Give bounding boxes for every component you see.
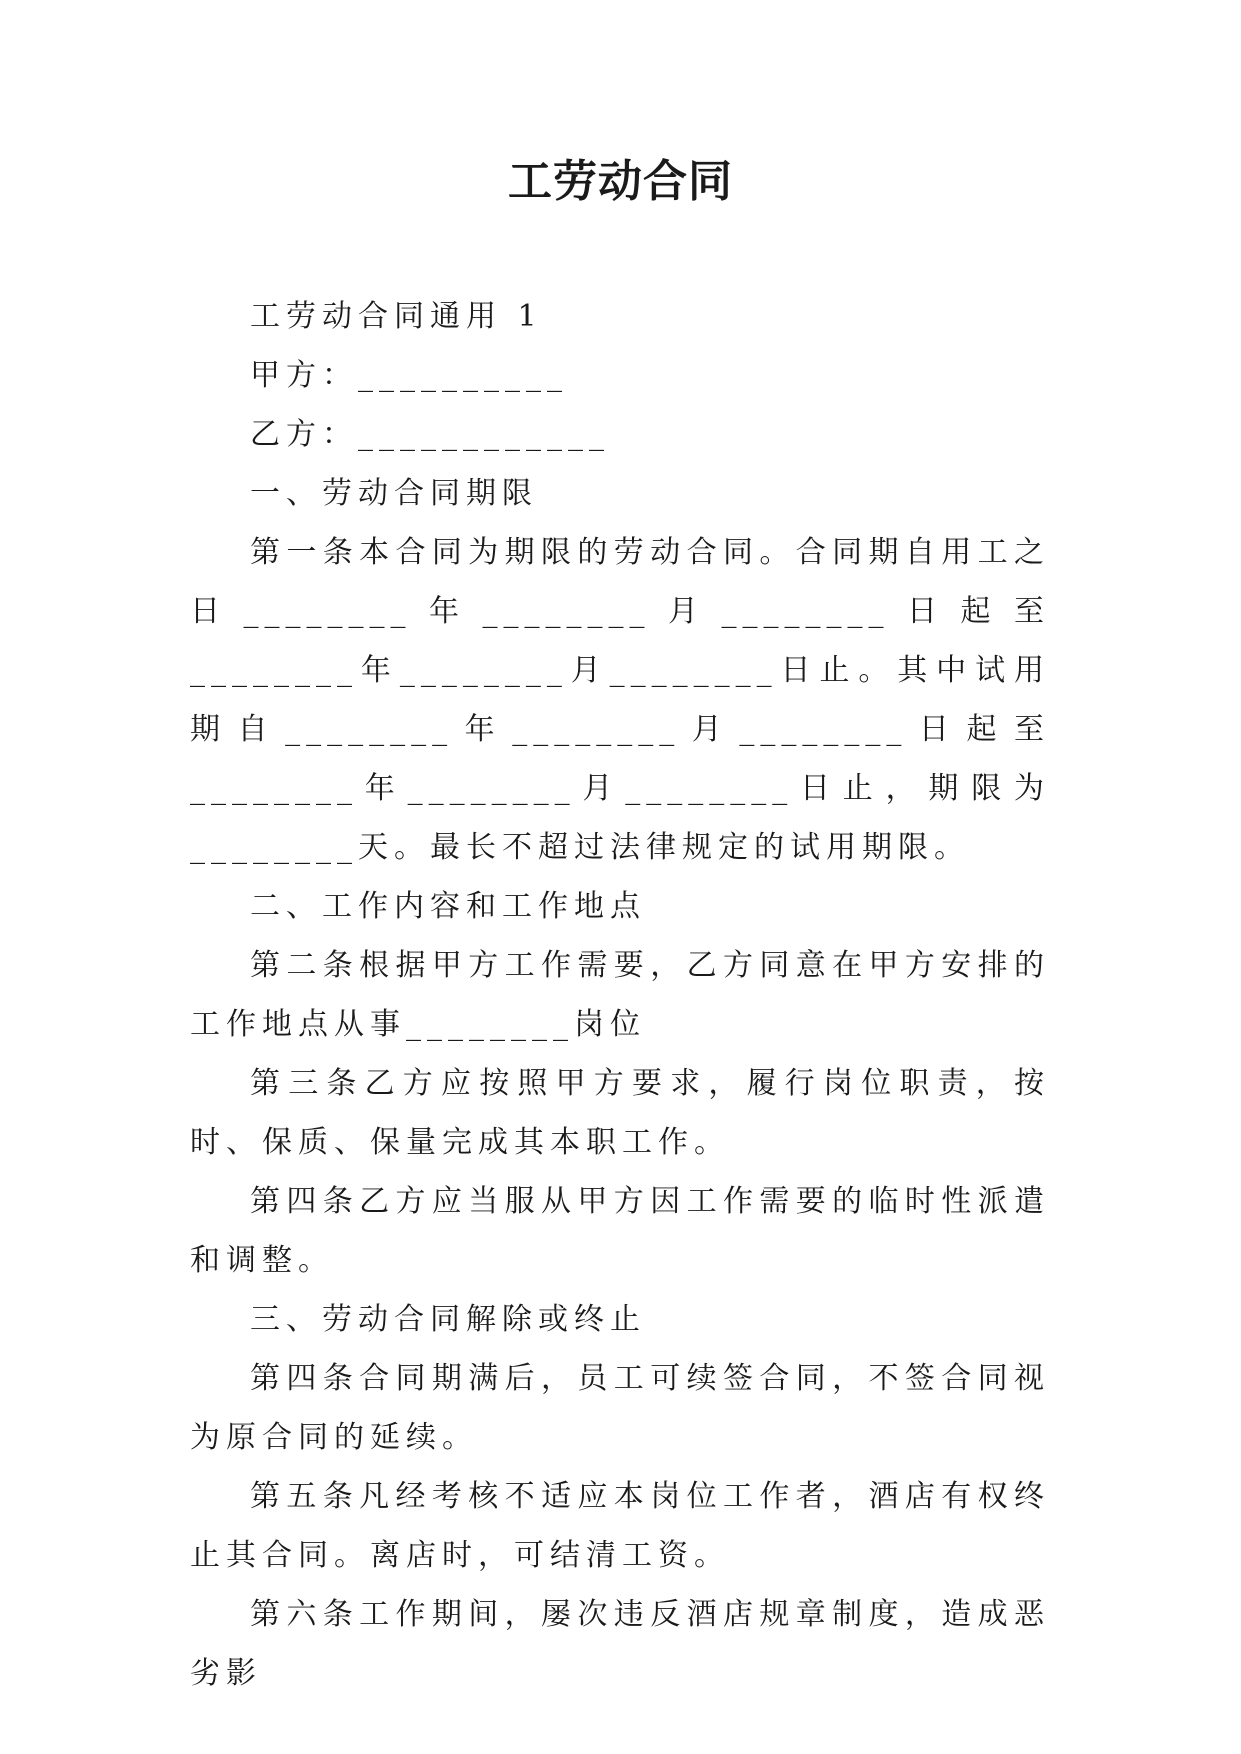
article-paragraph: 第二条根据甲方工作需要，乙方同意在甲方安排的工作地点从事________岗位 xyxy=(190,948,1050,1042)
article-paragraph: 第四条合同期满后，员工可续签合同，不签合同视为原合同的延续。 xyxy=(190,1361,1050,1455)
document-body xyxy=(190,287,1050,1703)
article-paragraph: 第六条工作期间，屡次违反酒店规章制度，造成恶劣影 xyxy=(190,1597,1050,1691)
party-a-line: 甲方：__________ xyxy=(250,358,568,393)
section-heading-termination: 三、劳动合同解除或终止 xyxy=(250,1302,646,1337)
article-paragraph: 第一条本合同为期限的劳动合同。合同期自用工之日________年________月________日起至________年________月________日止。其中试用期自________年________月________日起至________年________月________日止，期限为________天。最长不超过法律规定的试用期限。 xyxy=(190,535,1050,865)
document-title: 工劳动合同 xyxy=(508,156,733,207)
article-paragraph: 第三条乙方应按照甲方要求，履行岗位职责，按时、保质、保量完成其本职工作。 xyxy=(190,1066,1050,1160)
contract-subtitle: 工劳动合同通用 1 xyxy=(250,299,543,334)
article-paragraph: 第五条凡经考核不适应本岗位工作者，酒店有权终止其合同。离店时，可结清工资。 xyxy=(190,1479,1050,1573)
section-heading-term: 一、劳动合同期限 xyxy=(250,476,538,511)
article-paragraph: 第四条乙方应当服从甲方因工作需要的临时性派遣和调整。 xyxy=(190,1184,1050,1278)
party-b-line: 乙方：____________ xyxy=(250,417,610,452)
section-heading-work: 二、工作内容和工作地点 xyxy=(250,889,646,924)
